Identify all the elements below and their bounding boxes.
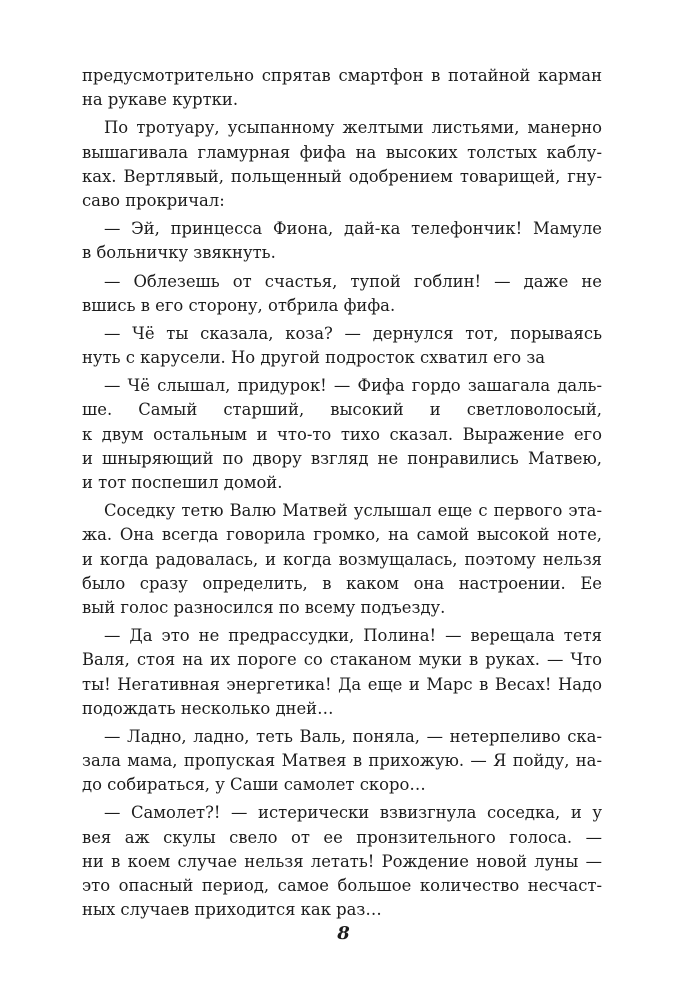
text-line: нуть с карусели. Но другой подросток схватил его за [82, 348, 546, 368]
text-line: — Облезешь от счастья, тупой гоблин! — даже не [104, 271, 602, 291]
text-line: ках. Вертлявый, польщенный одобрением товарищей, гну- [82, 166, 602, 186]
text-line: вышагивала гламурная фифа на высоких толстых каблу- [82, 142, 602, 162]
paragraph [82, 116, 602, 213]
text-line: — Эй, принцесса Фиона, дай-ка телефончик! Мамуле [104, 219, 602, 239]
text-line: ных случаев приходится как раз… [82, 900, 382, 920]
text-line: и когда радовалась, и когда возмущалась, поэтому нельзя [82, 549, 602, 569]
text-line: — Да это не предрассудки, Полина! — верещала тетя [104, 626, 602, 646]
paragraph [82, 624, 602, 721]
text-line: вея аж скулы свело от ее пронзительного голоса. — [82, 827, 602, 847]
text-line: — Ладно, ладно, теть Валь, поняла, — нетерпеливо ска- [104, 726, 602, 746]
text-line: это опасный период, самое большое количество несчаст- [82, 876, 602, 895]
text-line: ни в коем случае нельзя летать! Рождение новой луны — [82, 851, 602, 871]
text-line: жа. Она всегда говорила громко, на самой высокой ноте, [82, 525, 602, 545]
paragraph [82, 725, 602, 798]
text-line: вый голос разносился по всему подъезду. [82, 597, 446, 617]
text-line: саво прокричал: [82, 190, 225, 210]
text-line: — Самолет?! — истерически взвизгнула соседка, и у [104, 803, 602, 823]
text-line: на рукаве куртки. [82, 90, 239, 110]
paragraph [82, 374, 602, 495]
paragraph [82, 801, 602, 922]
text-line: ты! Негативная энергетика! Да еще и Марс в Весах! Надо [82, 674, 602, 694]
text-line: в больничку звякнуть. [82, 243, 276, 263]
paragraph [82, 499, 602, 620]
text-line: до собираться, у Саши самолет скоро… [82, 775, 426, 795]
text-line: — Чё слышал, придурок! — Фифа гордо зашагала даль- [104, 376, 602, 396]
text-line: и шныряющий по двору взгляд не понравились Матвею, [82, 448, 602, 468]
text-line: — Чё ты сказала, коза? — дернулся тот, порываясь [104, 323, 602, 343]
text-line: По тротуару, усыпанному желтыми листьями, манерно [104, 118, 602, 138]
text-line: вшись в его сторону, отбрила фифа. [82, 295, 396, 315]
paragraph [82, 217, 602, 265]
text-line: было сразу определить, в каком она настроении. Ее [82, 573, 602, 593]
page-number: 8 [337, 923, 350, 944]
page-text [82, 64, 602, 922]
paragraph [82, 64, 602, 112]
text-line: ше. Самый старший, высокий и светловолосый, [82, 400, 602, 420]
text-line: подождать несколько дней… [82, 698, 334, 718]
text-line: и тот поспешил домой. [82, 473, 283, 492]
paragraph [82, 270, 602, 318]
text-line: предусмотрительно спрятав смартфон в потайной карман [82, 66, 602, 85]
text-line: Соседку тетю Валю Матвей услышал еще с первого эта- [104, 501, 602, 521]
text-line: зала мама, пропуская Матвея в прихожую. — Я пойду, на- [82, 751, 602, 771]
text-line: Валя, стоя на их пороге со стаканом муки в руках. — Что [82, 650, 602, 670]
text-line: к двум остальным и что-то тихо сказал. Выражение его [82, 424, 602, 444]
paragraph [82, 322, 602, 370]
